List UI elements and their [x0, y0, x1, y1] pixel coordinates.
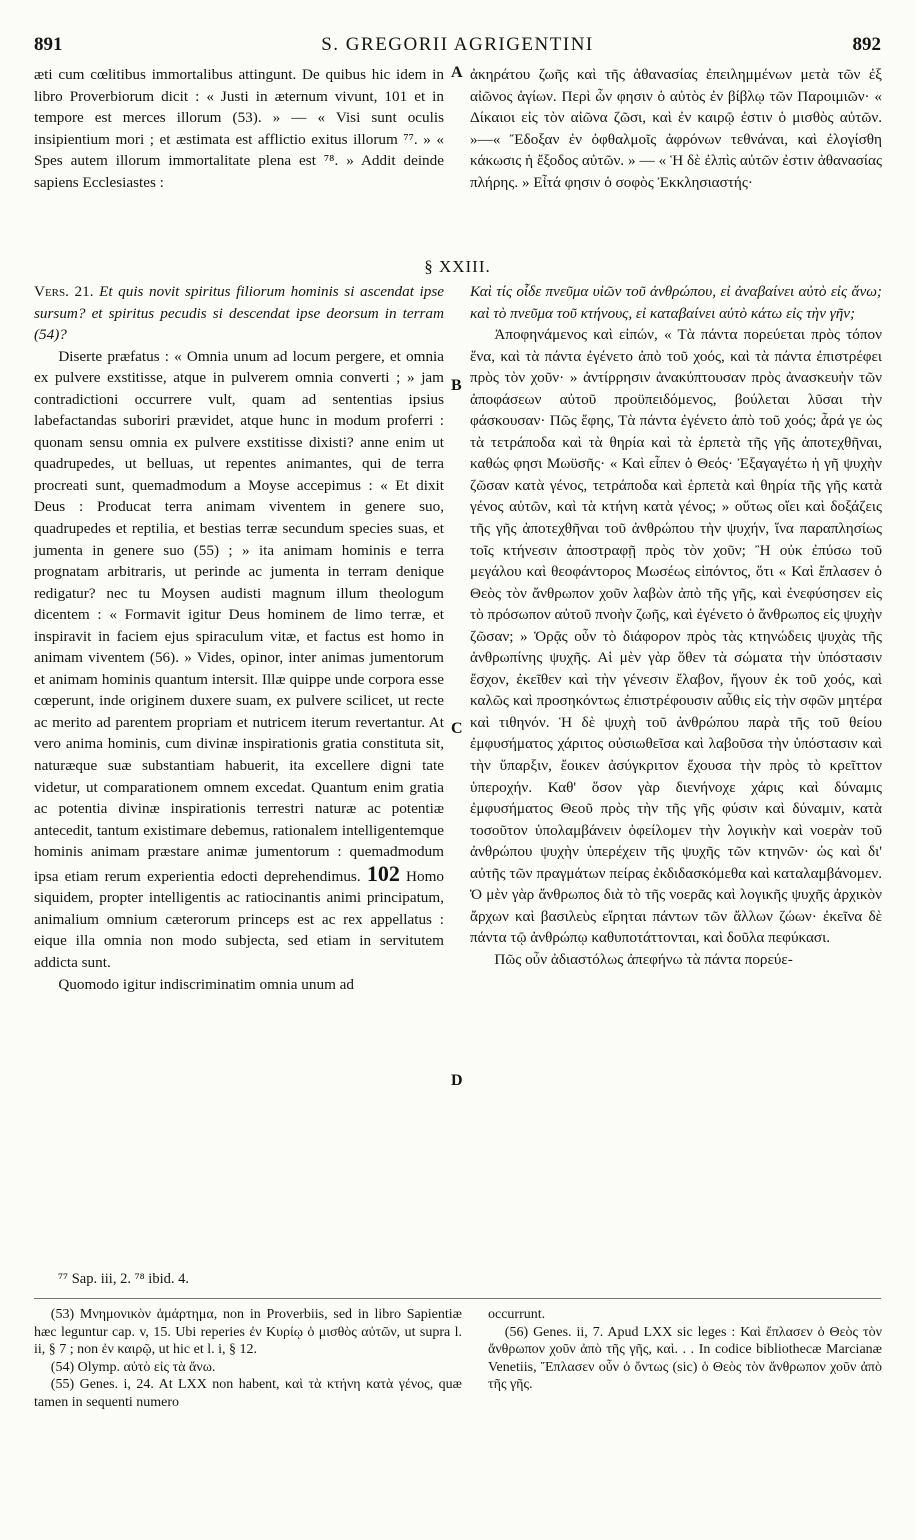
footnote-56: (56) Genes. ii, 7. Apud LXX sic leges : Καὶ ἔπλασεν ὁ Θεὸς τὸν ἄνθρωπον χοῦν ἀπὸ τῆς γῆς, καὶ. . . In codice bibliothecæ Marcianæ Venetiis, Ἔπλασεν οὖν ὁ ὄντως (sic) ὁ Θεὸς τὸν ἄνθρωπον χοῦν ἀπὸ τῆς γῆς. [488, 1324, 882, 1392]
page-number-left: 891 [34, 34, 63, 55]
footnotes-right [488, 1306, 882, 1394]
latin-top-text: æti cum cœlitibus immortalibus attingunt. De quibus hic idem in libro Proverbiorum dicit : « Justi in æternum vivunt, 101 et in tempore est merces illorum (53). » — « Visi sunt oculis insipientium mori ; et æstimata est afflictio exitus illorum ⁷⁷. » « Spes autem illorum immortalitate plena est ⁷⁸. » Addit deinde sapiens Ecclesiastes : [34, 66, 444, 191]
footnote-54: (54) Olymp. αὐτὸ εἰς τὰ ἄνω. [50, 1359, 216, 1375]
greek-column-top [470, 64, 882, 193]
margin-letter-d: D [451, 1072, 463, 1089]
footnote-divider [34, 1298, 881, 1299]
latin-marginal-notes: ⁷⁷ Sap. iii, 2. ⁷⁸ ibid. 4. [58, 1271, 189, 1287]
footnote-55: (55) Genes. i, 24. At LXX non habent, καὶ τὰ κτήνη κατὰ γένος, quæ tamen in sequenti numero [34, 1377, 462, 1410]
latin-body-1: Diserte præfatus : « Omnia unum ad locum pergere, et omnia ex pulvere exstitisse, atque in pulverem omnia converti ; » jam contradictioni occurrere vult, quam ad sententias ipsius labefactandas suboriri prævidet, atque hunc in modum proferri : quonam sensu omnia ex pulvere exstitisse dixisti? anne enim ut quadrupedes, ut belluas, ut repentes animantes, qui de terra procreati sunt, quemadmodum a Moyse accepimus : « Et dixit Deus : Producat terra animam viventem in genere suo, quadrupedes et reptilia, et bestias terræ secundum species suas, et jumenta in genere suo (55) ; » ita animam hominis e terra prognatam arbitraris, ut perinde ac jumenta in terram denique redigatur? nec tu Moysen audisti magnum illum theologum dicentem : « Formavit igitur Deus hominem de limo terræ, et inspiravit in faciem ejus spiraculum vitæ, et factus est homo in animam viventem (56). » Vides, opinor, inter animas jumentorum et animam hominis quantum intersit. Illæ quippe unde corpora esse cœperunt, inde originem duxere suam, ex pulvere scilicet, ut recte ac merito ad parentem propriam et nutricem iterum revertantur. At vero anima hominis, cum divinæ inspirationis gratia constituta sit, naturæque suæ substantiam habuerit, ita excellere digni tate videtur, ut comparationem omnem excedat. Quantum enim gratia ac potentia divinæ inspirationis terrestri naturæ ac potentiæ antecedit, tantum existimare debemus, rationalem intelligentemque hominis animam præstare animæ jumentorum : quemadmodum ipsa etiam rerum experientia edocti deprehendimus. [34, 347, 444, 885]
margin-letter-a: A [451, 64, 463, 81]
margin-letter-b: B [451, 377, 462, 394]
latin-body-2: Homo siquidem, propter intelligentis ac ratiocinantis animi principatum, animalium omnium cæterorum princeps est ac rex appellatus : eique illa omnia non modo subjecta, sed etiam in servitutem addicta sunt. [34, 867, 444, 971]
greek-verse-text: Καὶ τίς οἶδε πνεῦμα υἱῶν τοῦ ἀνθρώπου, εἰ ἀναβαίνει αὐτὸ εἰς ἄνω; καὶ τὸ πνεῦμα τοῦ κτήνους, εἰ καταβαίνει αὐτὸ κάτω εἰς τὴν γῆν; [470, 283, 882, 322]
section-title: § XXIII. [424, 257, 491, 276]
margin-letter-c: C [451, 720, 463, 737]
page-number-right: 892 [852, 34, 881, 55]
latin-verse-text: Et quis novit spiritus filiorum hominis si ascendat ipse sursum? et spiritus pecudis si descendat ipse deorsum in terram (54)? [34, 283, 444, 344]
footnotes-left [34, 1306, 462, 1411]
greek-top-text: ἀκηράτου ζωῆς καὶ τῆς ἀθανασίας ἐπειλημμένων μετὰ τῶν ἐξ αἰῶνος ἁγίων. Περὶ ὧν φησιν ὁ αὐτὸς ἐν βίβλῳ τῶν Παροιμιῶν· « Δίκαιοι εἰς τὸν αἰῶνα ζῶσι, καὶ ἐν καιρῷ ἐστιν ὁ μισθὸς αὐτῶν. »—« Ἔδοξαν ἐν ὀφθαλμοῖς ἀφρόνων τεθνάναι, καὶ ἐλογίσθη κάκωσις ἡ ἔξοδος αὐτῶν. » — « Ἡ δὲ ἐλπὶς αὐτῶν ἐστιν ἀθανασίας πλήρης. » Εἶτά φησιν ὁ σοφὸς Ἐκκλησιαστής· [470, 66, 882, 191]
page-header [34, 34, 881, 60]
latin-verse [34, 281, 444, 346]
running-head: S. GREGORII AGRIGENTINI [321, 34, 594, 55]
latin-column-top [34, 64, 444, 193]
column-marker: 102 [366, 860, 400, 886]
footnote-53: (53) Μνημονικὸν ἁμάρτημα, non in Proverbiis, sed in libro Sapientiæ hæc leguntur cap. v, 15. Ubi reperies ἐν Κυρίῳ ὁ μισθὸς αὐτῶν, ut supra l. ii, § 7 ; non ἐν καιρῷ, ut hic et l. i, § 12. [34, 1307, 462, 1357]
latin-paragraph-2: Quomodo igitur indiscriminatim omnia unum ad [58, 975, 355, 993]
latin-column-main [34, 281, 444, 995]
greek-column-main [470, 281, 882, 971]
verse-label: Vers. 21. [34, 283, 94, 300]
footnote-55-continued: occurrunt. [488, 1307, 546, 1322]
greek-paragraph-1: Ἀποφηνάμενος καὶ εἰπών, « Τὰ πάντα πορεύεται πρὸς τόπον ἕνα, καὶ τὰ πάντα ἐγένετο ἀπὸ τοῦ χοός, καὶ τὰ πάντα ἐπιστρέφει πρὸς τὸν χοῦν· » ἀντίρρησιν ἀνακύπτουσαν πρὸς ἀνασκευὴν τῶν ἀποφάσεων αὐτοῦ προϋπειδόμενος, βούλεται λῦσαι τὴν φάσκουσαν· Πῶς ἔφης, Τὰ πάντα ἐγένετο ἀπὸ τοῦ χοός; ἆρά γε ὡς τὰ τετράποδα καὶ τὰ θηρία καὶ τὰ ἑρπετὰ τῆς γῆς ἀποτεχθῆναι, καθώς φησι Μωϋσῆς· « Καὶ εἶπεν ὁ Θεός· Ἐξαγαγέτω ἡ γῆ ψυχὴν ζῶσαν κατὰ γένος, τετράποδα καὶ ἑρπετὰ καὶ θηρία τῆς γῆς κατὰ γένος αὐτῶν, καὶ τὰ κτήνη κατὰ γένος; » οὕτως οἴει καὶ δοξάζεις τῆς γῆς ἀποτεχθῆναι τοῦ ἀνθρώπου τὴν ψυχήν, ἵνα παραπλησίως τοῖς κτήνεσιν ἀποστραφῇ πρὸς τὸν χοῦν; Ἢ οὐκ ἐπύσω τοῦ μεγάλου καὶ θεοφάντορος Μωσέως εἰπόντος, ὅτι « Καὶ ἔπλασεν ὁ Θεὸς τὸν ἄνθρωπον χοῦν λαβὼν ἀπὸ τῆς γῆς, καὶ ἐνεφύσησεν εἰς τὸ πρόσωπον αὐτοῦ πνοὴν ζωῆς, καὶ ἐγένετο ὁ ἄνθρωπος εἰς ψυχὴν ζῶσαν; » Ὁρᾷς οὖν τὸ διάφορον πρὸς τὰς κτηνώδεις ψυχὰς τῆς ἀνθρωπίνης ψυχῆς. Αἱ μὲν γὰρ ὅθεν τὰ σώματα τὴν ὑπόστασιν ἔσχον, ἐκεῖθεν καὶ τὴν γένεσιν ἔλαβον, ἤγουν ἐκ τοῦ χοός, καὶ καλῶς καὶ προσηκόντως ἐπιστρέφουσιν αὖθις εἰς τὴν σφῶν μητέρα καὶ τιθηνόν. Ἡ δὲ ψυχὴ τοῦ ἀνθρώπου παρὰ τῆς τοῦ θείου ἐμφυσήματος χάριτος οὐσιωθεῖσα καὶ λαβοῦσα τὴν ὑπόστασιν καὶ τὴν ὕπαρξιν, ἔοικεν ἀσύγκριτον ἔχουσα τὴν πρὸς τὸ κρεῖττον ὑπεροχήν. Καθ' ὅσον γὰρ διενήνοχε χάρις καὶ δύναμις ἐμφυσήματος Θεοῦ πρὸς τὴν τῆς γῆς φύσιν καὶ δύναμιν, κατὰ τοσοῦτον ὑπολαμβάνειν ὀφείλομεν τὴν λογικὴν καὶ νοερὰν τοῦ ἀνθρώπου ψυχὴν ὑπερέχειν τῆς ψυχῆς τῶν κτηνῶν· ὡς καὶ δι' αὐτῆς τῶν πραγμάτων πείρας ἐκδιδασκόμεθα καὶ καταλαμβάνομεν. Ὁ μὲν γὰρ ἄνθρωπος διὰ τὸ τῆς νοερᾶς καὶ λογικῆς ψυχῆς ἀρχικὸν ἄρχων καὶ βασιλεὺς εἴρηται πάντων τῶν ἄλλων ζώων· ἐκεῖνα δὲ πάντα τῷ ἀνθρώπῳ καθυποτάττονται, καὶ δοῦλα πεφύκασι. [470, 326, 882, 947]
latin-paragraph-1 [34, 346, 444, 974]
greek-paragraph-2: Πῶς οὖν ἀδιαστόλως ἀπεφήνω τὰ πάντα πορεύε- [494, 950, 793, 968]
